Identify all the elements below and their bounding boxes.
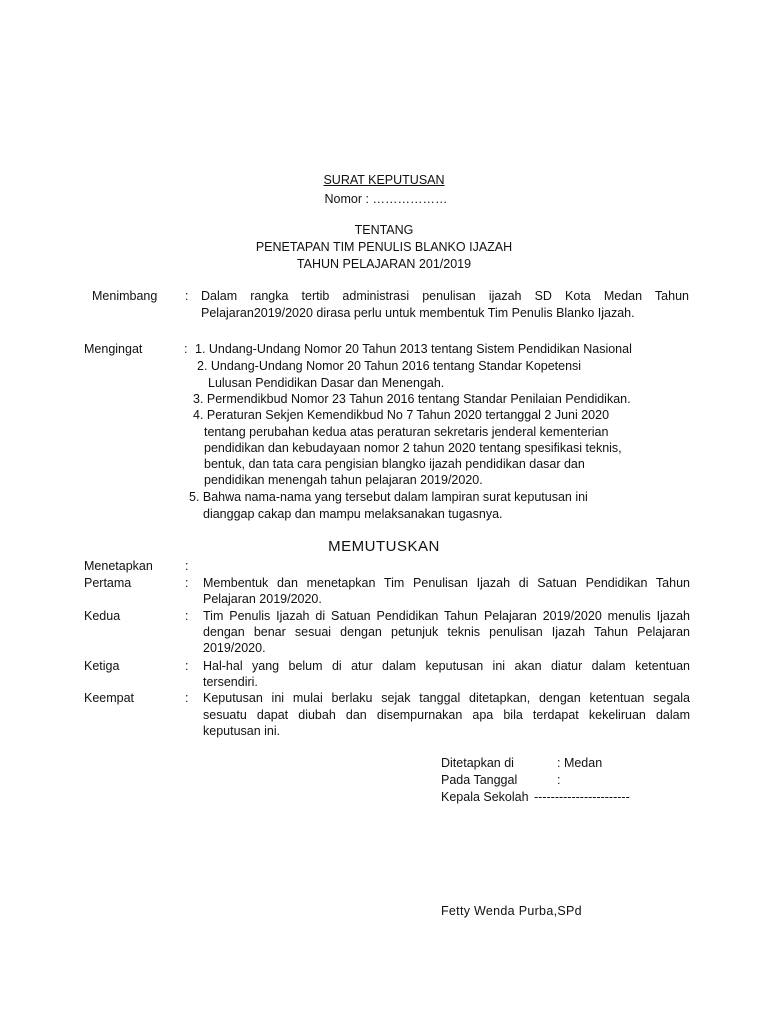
keempat-label: Keempat [84,691,135,705]
ditetapkan-label: Ditetapkan di [441,756,514,770]
mengingat-colon: : [184,342,188,356]
mengingat-item: Lulusan Pendidikan Dasar dan Menengah. [208,376,445,390]
mengingat-item: 5. Bahwa nama-nama yang tersebut dalam lampiran surat keputusan ini [189,490,588,504]
ketiga-text-line-1: Hal-hal yang belum di atur dalam keputusan ini akan diatur dalam ketentuan [203,659,690,673]
kedua-text-line-3: 2019/2020. [203,641,266,655]
document-title: SURAT KEPUTUSAN [323,173,445,187]
memutuskan-heading: MEMUTUSKAN [328,538,440,555]
keempat-text-line-2: sesuatu dapat diubah dan disempurnakan apa bila terdapat kekeliruan dalam [203,708,690,722]
mengingat-item: 3. Permendikbud Nomor 23 Tahun 2016 tentang Standar Penilaian Pendidikan. [193,392,631,406]
ditetapkan-value: : Medan [557,756,603,770]
signatory-name: Fetty Wenda Purba,SPd [441,904,582,918]
pertama-label: Pertama [84,576,132,590]
ketiga-text-line-2: tersendiri. [203,675,258,689]
kedua-colon: : [185,609,189,623]
pertama-text-line-1: Membentuk dan menetapkan Tim Penulisan Ijazah di Satuan Pendidikan Tahun [203,576,690,590]
mengingat-item: bentuk, dan tata cara pengisian blangko ijazah pendidikan dasar dan [204,457,585,471]
mengingat-item: pendidikan dan kebudayaan nomor 2 tahun 2020 tentang spesifikasi teknis, [204,441,622,455]
document-number: Nomor : ……………… [324,192,448,206]
menetapkan-label: Menetapkan [84,559,153,573]
keempat-text-line-3: keputusan ini. [203,724,281,738]
kedua-label: Kedua [84,609,121,623]
about-heading: TENTANG [354,223,414,237]
mengingat-item: pendidikan menengah tahun pelajaran 2019/2020. [204,473,483,487]
pertama-colon: : [185,576,189,590]
kedua-text-line-1: Tim Penulis Ijazah di Satuan Pendidikan Tahun Pelajaran 2019/2020 menulis Ijazah [203,609,690,623]
menimbang-label: Menimbang [92,289,158,303]
mengingat-item: 1. Undang-Undang Nomor 20 Tahun 2013 tentang Sistem Pendidikan Nasional [195,342,632,356]
subject-line-2: TAHUN PELAJARAN 201/2019 [296,257,472,271]
keempat-text-line-1: Keputusan ini mulai berlaku sejak tanggal ditetapkan, dengan ketentuan segala [203,691,690,705]
mengingat-label: Mengingat [84,342,143,356]
kedua-text-line-2: dengan benar sesuai dengan petunjuk teknis penulisan Ijazah Tahun Pelajaran [203,625,690,639]
mengingat-item: 4. Peraturan Sekjen Kemendikbud No 7 Tahun 2020 tertanggal 2 Juni 2020 [193,408,610,422]
tanggal-value: : [557,773,561,787]
menimbang-text-line-2: Pelajaran2019/2020 dirasa perlu untuk membentuk Tim Penulis Blanko Ijazah. [201,306,635,320]
menimbang-colon: : [185,289,189,303]
pertama-text-line-2: Pelajaran 2019/2020. [203,592,322,606]
mengingat-item: dianggap cakap dan mampu melaksanakan tugasnya. [203,507,503,521]
tanggal-label: Pada Tanggal [441,773,518,787]
menimbang-text-line-1: Dalam rangka tertib administrasi penulisan ijazah SD Kota Medan Tahun [201,289,689,303]
ketiga-label: Ketiga [84,659,120,673]
mengingat-item: 2. Undang-Undang Nomor 20 Tahun 2016 tentang Standar Kopetensi [197,359,582,373]
keempat-colon: : [185,691,189,705]
subject-line-1: PENETAPAN TIM PENULIS BLANKO IJAZAH [255,240,513,254]
mengingat-item: tentang perubahan kedua atas peraturan sekretaris jenderal kementerian [204,425,609,439]
ketiga-colon: : [185,659,189,673]
kepala-sekolah-label: Kepala Sekolah [441,790,529,804]
menetapkan-colon: : [185,559,189,573]
kepala-sekolah-blank: ----------------------- [534,790,630,804]
